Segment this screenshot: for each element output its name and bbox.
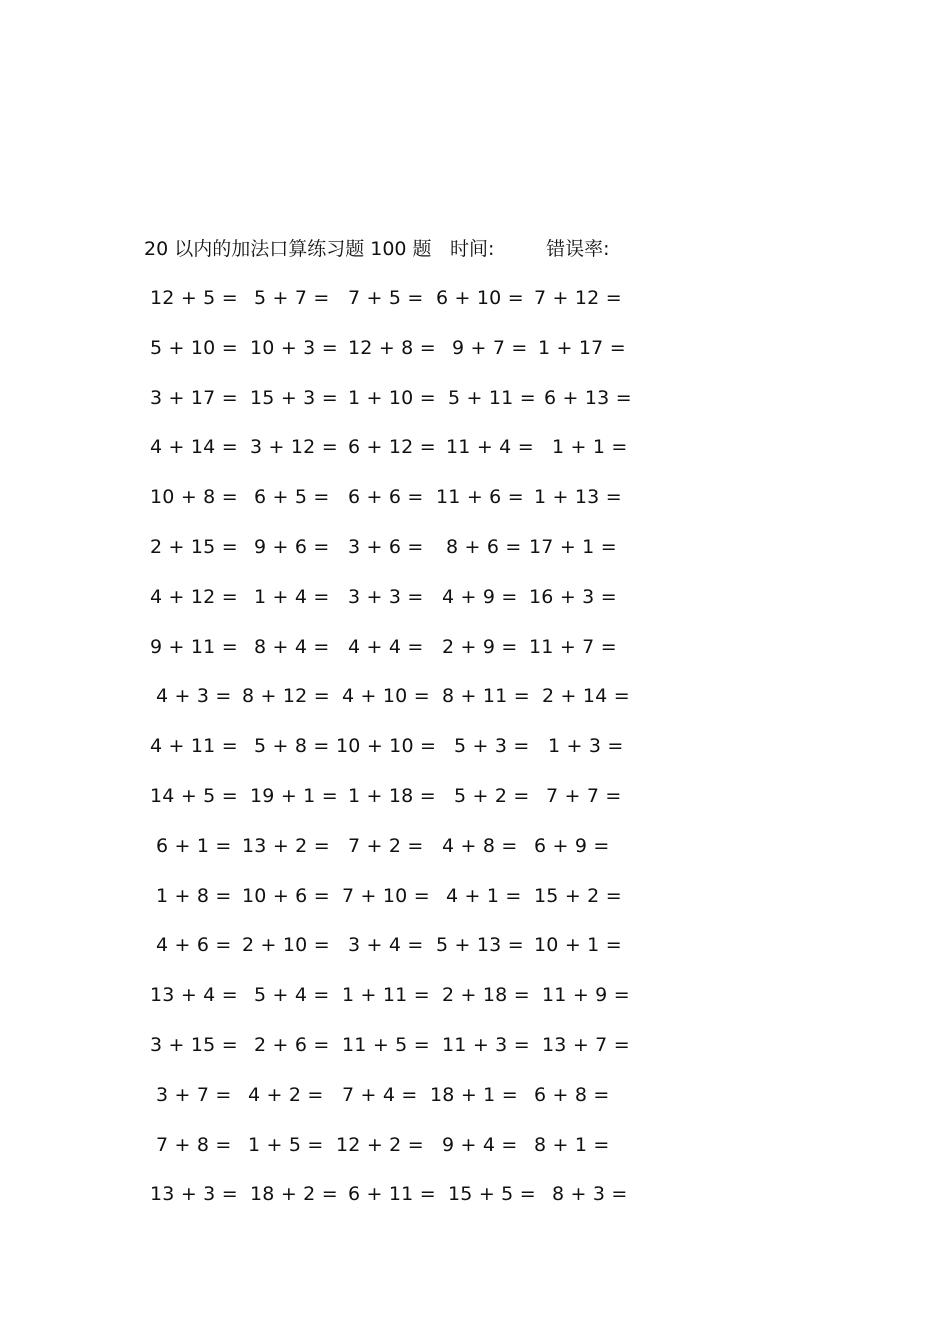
problem-item: 7 + 4 = xyxy=(342,1084,418,1106)
problem-item: 4 + 2 = xyxy=(248,1084,324,1106)
problem-item: 4 + 4 = xyxy=(348,636,424,658)
problem-item: 4 + 6 = xyxy=(156,934,232,956)
problem-item: 15 + 3 = xyxy=(250,387,338,409)
problem-item: 11 + 6 = xyxy=(436,486,524,508)
problem-item: 1 + 10 = xyxy=(348,387,436,409)
problem-item: 3 + 15 = xyxy=(150,1034,238,1056)
problem-item: 1 + 11 = xyxy=(342,984,430,1006)
problem-item: 5 + 2 = xyxy=(454,785,530,807)
problem-item: 11 + 3 = xyxy=(442,1034,530,1056)
problem-item: 7 + 12 = xyxy=(534,287,622,309)
problem-item: 7 + 5 = xyxy=(348,287,424,309)
problem-item: 7 + 8 = xyxy=(156,1134,232,1156)
problem-item: 3 + 7 = xyxy=(156,1084,232,1106)
problem-item: 18 + 1 = xyxy=(430,1084,518,1106)
problem-item: 1 + 5 = xyxy=(248,1134,324,1156)
problem-item: 1 + 3 = xyxy=(548,735,624,757)
problem-item: 6 + 1 = xyxy=(156,835,232,857)
worksheet-title: 20 以内的加法口算练习题 100 题 xyxy=(144,238,432,260)
problem-item: 3 + 3 = xyxy=(348,586,424,608)
problem-item: 2 + 10 = xyxy=(242,934,330,956)
problem-item: 15 + 5 = xyxy=(448,1183,536,1205)
problem-item: 6 + 5 = xyxy=(254,486,330,508)
problem-item: 1 + 8 = xyxy=(156,885,232,907)
problem-item: 7 + 2 = xyxy=(348,835,424,857)
problem-item: 3 + 17 = xyxy=(150,387,238,409)
problem-item: 8 + 3 = xyxy=(552,1183,628,1205)
problem-item: 13 + 2 = xyxy=(242,835,330,857)
problem-item: 4 + 12 = xyxy=(150,586,238,608)
problem-item: 5 + 3 = xyxy=(454,735,530,757)
problem-item: 7 + 10 = xyxy=(342,885,430,907)
problem-item: 8 + 4 = xyxy=(254,636,330,658)
problem-item: 6 + 9 = xyxy=(534,835,610,857)
problem-item: 1 + 1 = xyxy=(552,436,628,458)
problem-item: 18 + 2 = xyxy=(250,1183,338,1205)
problem-item: 5 + 7 = xyxy=(254,287,330,309)
problem-item: 11 + 7 = xyxy=(529,636,617,658)
problem-item: 2 + 18 = xyxy=(442,984,530,1006)
problem-item: 2 + 14 = xyxy=(542,685,630,707)
problem-item: 5 + 10 = xyxy=(150,337,238,359)
worksheet-header xyxy=(144,236,610,262)
problem-item: 2 + 6 = xyxy=(254,1034,330,1056)
problem-item: 11 + 5 = xyxy=(342,1034,430,1056)
problem-item: 9 + 11 = xyxy=(150,636,238,658)
problem-item: 4 + 14 = xyxy=(150,436,238,458)
problem-item: 11 + 9 = xyxy=(542,984,630,1006)
problem-item: 5 + 8 = xyxy=(254,735,330,757)
problem-item: 10 + 3 = xyxy=(250,337,338,359)
problem-item: 10 + 10 = xyxy=(336,735,437,757)
problem-item: 4 + 3 = xyxy=(156,685,232,707)
time-label: 时间: xyxy=(450,238,495,260)
problem-item: 14 + 5 = xyxy=(150,785,238,807)
problem-item: 4 + 10 = xyxy=(342,685,430,707)
problem-item: 8 + 6 = xyxy=(446,536,522,558)
problem-item: 1 + 17 = xyxy=(538,337,626,359)
problem-item: 5 + 11 = xyxy=(448,387,536,409)
problem-item: 5 + 13 = xyxy=(436,934,524,956)
problem-item: 2 + 15 = xyxy=(150,536,238,558)
problem-item: 9 + 7 = xyxy=(452,337,528,359)
problem-item: 6 + 8 = xyxy=(534,1084,610,1106)
problem-item: 10 + 6 = xyxy=(242,885,330,907)
problem-item: 4 + 1 = xyxy=(446,885,522,907)
problem-item: 4 + 9 = xyxy=(442,586,518,608)
problem-item: 15 + 2 = xyxy=(534,885,622,907)
problem-item: 11 + 4 = xyxy=(446,436,534,458)
problem-item: 3 + 4 = xyxy=(348,934,424,956)
problem-item: 3 + 6 = xyxy=(348,536,424,558)
problem-item: 8 + 1 = xyxy=(534,1134,610,1156)
problem-item: 10 + 8 = xyxy=(150,486,238,508)
problem-item: 1 + 13 = xyxy=(534,486,622,508)
problem-item: 13 + 7 = xyxy=(542,1034,630,1056)
problem-item: 12 + 5 = xyxy=(150,287,238,309)
problem-item: 17 + 1 = xyxy=(529,536,617,558)
problem-item: 1 + 18 = xyxy=(348,785,436,807)
problem-item: 6 + 6 = xyxy=(348,486,424,508)
problem-item: 7 + 7 = xyxy=(546,785,622,807)
problem-item: 13 + 3 = xyxy=(150,1183,238,1205)
problem-item: 10 + 1 = xyxy=(534,934,622,956)
problem-item: 13 + 4 = xyxy=(150,984,238,1006)
problem-item: 6 + 11 = xyxy=(348,1183,436,1205)
problem-item: 9 + 4 = xyxy=(442,1134,518,1156)
problem-item: 12 + 8 = xyxy=(348,337,436,359)
problem-item: 3 + 12 = xyxy=(250,436,338,458)
problem-item: 8 + 11 = xyxy=(442,685,530,707)
error-rate-label: 错误率: xyxy=(546,238,610,260)
problem-item: 9 + 6 = xyxy=(254,536,330,558)
problem-item: 16 + 3 = xyxy=(529,586,617,608)
problem-item: 6 + 12 = xyxy=(348,436,436,458)
problem-item: 8 + 12 = xyxy=(242,685,330,707)
problem-item: 4 + 11 = xyxy=(150,735,238,757)
problem-item: 6 + 13 = xyxy=(544,387,632,409)
problem-item: 6 + 10 = xyxy=(436,287,524,309)
problem-item: 19 + 1 = xyxy=(250,785,338,807)
problem-item: 2 + 9 = xyxy=(442,636,518,658)
problem-item: 1 + 4 = xyxy=(254,586,330,608)
problem-item: 12 + 2 = xyxy=(336,1134,424,1156)
problem-item: 4 + 8 = xyxy=(442,835,518,857)
problem-item: 5 + 4 = xyxy=(254,984,330,1006)
